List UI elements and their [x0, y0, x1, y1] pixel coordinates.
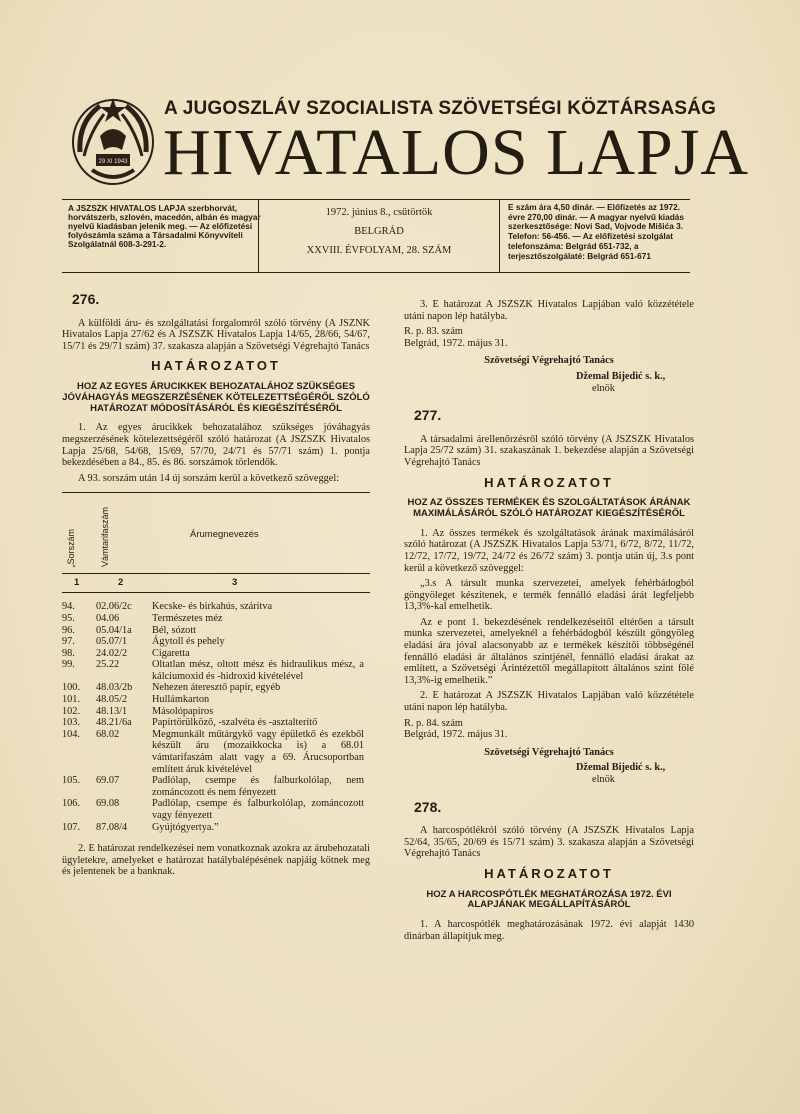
signer-name: Džemal Bijedić s. k., [576, 370, 666, 382]
decision-subject: HOZ AZ ÖSSZES TERMÉKEK ÉS SZOLGÁLTATÁSOK ÁRÁNAK MAXIMÁLÁSÁRÓL SZÓLÓ HATÁROZAT KIEGÉSZÍTÉSÉRŐL [407, 497, 691, 519]
tariff-table [62, 492, 370, 833]
row-serial: 103. [62, 717, 81, 729]
decision-subject: HOZ A HARCOSPÓTLÉK MEGHATÁROZÁSA 1972. ÉVI ALAPJÁNAK MEGÁLLAPÍTÁSÁRÓL [426, 888, 672, 911]
table-row [62, 694, 370, 706]
table-row [62, 648, 370, 660]
row-serial: 105. [62, 775, 81, 787]
signature-block [404, 371, 694, 394]
row-serial: 99. [62, 659, 75, 671]
row-tariff-code: 69.07 [96, 775, 120, 787]
row-serial: 106. [62, 798, 81, 810]
decision-intro: A társadalmi árellenőrzésről szóló törvény (A JSZSZK Hivatalos Lapja 25/72 szám) 31. szakaszának 1. bekezdése alapján a Szövetségi Végrehajtó Tanács [404, 433, 694, 468]
masthead-price-info: E szám ára 4,50 dinár. — Előfizetés az 1972. évre 270,00 dinár. — A magyar nyelvű kiadás szerkesztősége: Novi Sad, Vojvode Mišića 3. Telefon: 56-456. — Az előfizetési szolgálat telefonszáma: Belgrád 651-732, a terjesztőszolgálaté: Belgrád 651-671 [508, 202, 685, 261]
council-name: Szövetségi Végrehajtó Tanács [484, 746, 614, 758]
place-date: Belgrád, 1972. május 31. [404, 729, 508, 741]
masthead [62, 200, 690, 272]
issue-city: BELGRÁD [354, 226, 404, 237]
row-goods-name: Padlólap, csempe és falburkolólap, zománcozott vagy fényezett [152, 798, 364, 822]
decision-intro: A külföldi áru- és szolgáltatási forgalomról szóló törvény (A JSZNK Hivatalos Lapja 27/62 és A JSZSZK Hivatalos Lapja 14/65, 28/66, 54/67, 15/71 és 29/71 szám) 37. szakasza alapján a Szövetségi Végrehajtó Tanács [62, 317, 370, 352]
row-goods-name: Ágytoll és pehely [152, 636, 225, 648]
place-date: Belgrád, 1972. május 31. [404, 337, 508, 349]
table-row [62, 775, 370, 798]
row-serial: 104. [62, 728, 81, 740]
paragraph: 1. Az összes termékek és szolgáltatások árának maximálásáról szóló határozat (A JSZSZK Hivatalos Lapja 53/71, 6/72, 8/72, 11/72, 12/72, 17/72, 19/72, 24/72 és 26/72 szám) 3. pontja után új, 3.s pont kerül a következő szöveggel: [404, 527, 694, 574]
council-name: Szövetségi Végrehajtó Tanács [484, 355, 614, 367]
masthead-issue-info [258, 200, 500, 273]
paragraph: 3. E határozat A JSZSZK Hivatalos Lapjában való közzététele utáni napon lép hatályba. [404, 299, 694, 322]
column-header-goods: Árumegnevezés [190, 529, 259, 541]
table-row [62, 706, 370, 718]
decision-heading: HATÁROZATOT [484, 474, 614, 490]
row-tariff-code: 68.02 [96, 728, 120, 740]
row-serial: 94. [62, 601, 75, 613]
row-tariff-code: 69.08 [96, 798, 120, 810]
row-goods-name: Oltatlan mész, oltott mész és hidraulikus mész, a kálciumoxid és -hidroxid kivételével [152, 659, 364, 682]
reference-number: R. p. 84. szám [404, 717, 463, 729]
row-tariff-code: 48.03/2b [96, 682, 133, 694]
row-serial: 97. [62, 636, 75, 648]
row-serial: 95. [62, 612, 75, 624]
row-goods-name: Padlólap, csempe és falburkolólap, nem zománcozott és nem fényezett [152, 775, 364, 798]
row-goods-name: Bél, sózott [152, 624, 197, 636]
table-row [62, 717, 370, 729]
table-row [62, 798, 370, 821]
table-row [62, 601, 370, 613]
decision-number: 278. [414, 798, 442, 815]
decision-intro: A harcospótlékról szóló törvény (A JSZSZK Hivatalos Lapja 52/64, 35/65, 20/69 és 15/71 szám) 3. szakasza alapján a Szövetségi Végrehajtó Tanács [404, 825, 694, 860]
row-serial: 98. [62, 647, 75, 659]
column-number: 1 [74, 577, 80, 589]
row-tariff-code: 04.06 [96, 612, 120, 624]
reference-number: R. p. 83. szám [404, 326, 463, 338]
state-emblem-icon [70, 92, 156, 188]
masthead-publication-info: A JSZSZK HIVATALOS LAPJA szerbhorvát, horvátszerb, szlovén, macedón, albán és magyar nyelvű kiadásban jelenik meg. — Az előfizetési folyószámla száma a Társadalmi Könyvviteli Szolgálatnál 608-3-291-2. [68, 203, 261, 249]
svg-text:29 XI 1943: 29 XI 1943 [98, 159, 128, 165]
row-goods-name: Papírtörülköző, -szalvéta és -asztalterítő [152, 717, 318, 729]
row-tariff-code: 48.13/1 [96, 705, 128, 717]
row-goods-name: Nehezen átereszt​ő papír, egyéb [152, 682, 281, 694]
table-body [62, 593, 370, 833]
row-tariff-code: 48.05/2 [96, 694, 128, 706]
signer-role: elnök [592, 774, 615, 785]
row-serial: 101. [62, 694, 81, 706]
row-serial: 102. [62, 705, 81, 717]
table-row [62, 625, 370, 637]
table-row [62, 822, 370, 834]
row-serial: 100. [62, 682, 81, 694]
row-tariff-code: 48.21/6a [96, 717, 132, 729]
column-number: 2 [118, 577, 124, 589]
row-tariff-code: 05.04/1a [96, 624, 132, 636]
right-column [404, 299, 694, 946]
row-tariff-code: 25.22 [96, 659, 120, 671]
paragraph: 2. E határozat rendelkezései nem vonatkoznak azokra az árubehozatali ügyletekre, amelyeket e határozat hatálybalépésének napjáig kötnek meg és jelentenek be a banknak. [62, 843, 370, 878]
column-header-serial: „Sorszám [66, 528, 76, 568]
issue-date: 1972. június 8., csütörtök [325, 207, 433, 218]
decision-number: 277. [414, 407, 442, 424]
paragraph: 1. A harcospótlék meghatározásának 1972. évi alapját 1430 dinárban állapítjuk meg. [404, 919, 694, 942]
paragraph: A 93. sorszám után 14 új sorszám kerül a következő szöveggel: [78, 472, 340, 484]
issue-volume: XXVIII. ÉVFOLYAM, 28. SZÁM [306, 245, 452, 256]
table-row [62, 659, 370, 682]
decision-number: 276. [72, 291, 100, 307]
row-tariff-code: 05.07/1 [96, 636, 128, 648]
left-column [62, 292, 370, 882]
publication-supertitle: A JUGOSZLÁV SZOCIALISTA SZÖVETSÉGI KÖZTÁRSASÁG [164, 98, 717, 119]
row-goods-name: Gyújtógyertya.” [152, 821, 219, 833]
row-tariff-code: 87.08/4 [96, 821, 128, 833]
row-goods-name: Hullámkarton [152, 694, 210, 706]
table-row [62, 729, 370, 775]
signature-block [404, 762, 694, 785]
signer-name: Džemal Bijedić s. k., [576, 762, 666, 774]
column-number: 3 [232, 577, 238, 589]
row-goods-name: Megmunkált műtárgykő vagy épületkő és ezekből készült áru (mozaikkocka is) a 68.01 vámtarifaszám alatt vagy a 69. Árucsoportban említett áruk kivételével [152, 728, 364, 775]
quoted-paragraph: „3.s A társult munka szervezetei, amelyek fehérbádogból göngyöleget készítenek, e termék fennálló eladási árát legfeljebb 13,3%-kal emelhetik. [404, 578, 694, 613]
row-goods-name: Természetes méz [152, 612, 223, 624]
decision-heading: HATÁROZATOT [484, 865, 614, 881]
column-header-tariff: Vámtarifaszám [100, 507, 110, 568]
paragraph: 2. E határozat A JSZSZK Hivatalos Lapjában való közzététele utáni napon lép hatályba. [404, 690, 694, 714]
table-row [62, 636, 370, 648]
quoted-paragraph: Az e pont 1. bekezdésének rendelkezéseitől eltérően a társult munka szervezetei, amelyeknél a fehérbádogból készült göngyöleg eladási ára jóval alacsonyabb az e termékek készítői többségénél fennálló eladási ár általános szintjénél, fennálló eladási árakat az említett, a Szövetségi Árintézettől megállapított általános szint fölé 13,3%-ig emelhetik.” [404, 616, 694, 686]
row-serial: 96. [62, 624, 75, 636]
decision-heading: HATÁROZATOT [151, 358, 281, 374]
row-tariff-code: 02.06/2c [96, 601, 132, 613]
row-tariff-code: 24.02/2 [96, 647, 128, 659]
row-goods-name: Kecske- és birkahús, szárítva [152, 601, 273, 613]
table-row [62, 613, 370, 625]
row-serial: 107. [62, 821, 81, 833]
row-goods-name: Másolópapíros [152, 705, 214, 717]
masthead-bottom-rule [62, 272, 690, 273]
table-column-numbers [62, 574, 370, 593]
row-goods-name: Cigaretta [152, 647, 190, 659]
table-row [62, 682, 370, 694]
paragraph: 1. Az egyes árucikkek behozatalához szükséges jóváhagyás megszerzésének kötelezettségéről szóló határozat (A JSZSZK Hivatalos Lapja 25/68, 54/68, 15/69, 57/70, 24/71 és 57/71 szám) 1. pontja bekezdésében a 84., 85. és 86. sorszámok törlendők. [62, 422, 370, 469]
signer-role: elnök [592, 382, 615, 394]
table-header [62, 492, 370, 574]
publication-title: HIVATALOS LAPJA [163, 116, 750, 189]
decision-subject: HOZ AZ EGYES ÁRUCIKKEK BEHOZATALÁHOZ SZÜKSÉGES JÓVÁHAGYÁS MEGSZERZÉSÉNEK KÖTELEZETTSÉGÉRŐL SZÓLÓ HATÁROZAT MÓDOSÍTÁSÁRÓL ÉS KIEGÉSZÍTÉSÉRŐL [62, 380, 370, 414]
